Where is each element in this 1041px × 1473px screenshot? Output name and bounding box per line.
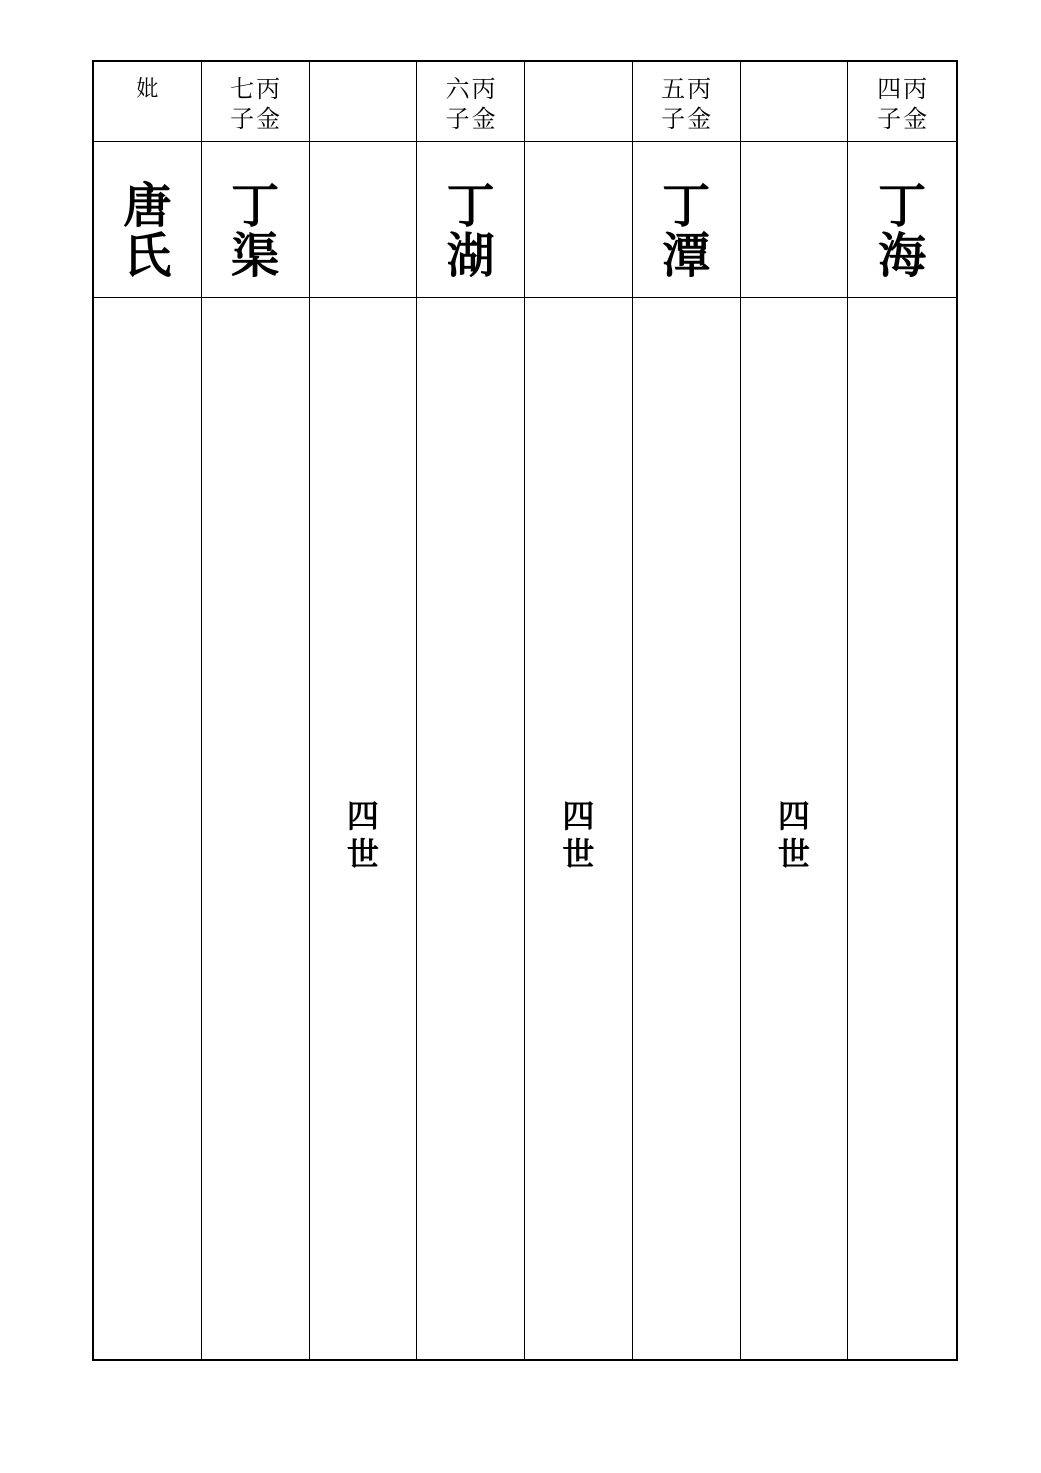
name-cell-8 — [848, 142, 956, 298]
generation-char: 四 — [562, 796, 595, 835]
header-cell-2 — [202, 62, 310, 142]
header-left-col — [877, 74, 901, 134]
header-char: 丙 — [256, 75, 281, 103]
name-cell-1 — [94, 142, 202, 298]
body-cell-5 — [525, 298, 633, 1359]
generation-char: 世 — [777, 834, 810, 873]
header-char: 子 — [230, 105, 255, 133]
name-char: 海 — [878, 227, 927, 284]
name-char: 丁 — [878, 177, 927, 234]
name-char: 唐 — [123, 177, 172, 234]
generation-char: 四 — [346, 796, 379, 835]
header-char: 子 — [877, 105, 902, 133]
header-left-col — [446, 74, 470, 134]
name-char: 渠 — [231, 227, 280, 284]
header-char: 五 — [661, 75, 686, 103]
body-cell-4 — [417, 298, 525, 1359]
name-cell-4 — [417, 142, 525, 298]
name-cell-2 — [202, 142, 310, 298]
header-cell-7 — [741, 62, 849, 142]
genealogy-table — [92, 60, 958, 1361]
header-char: 丙 — [687, 75, 712, 103]
header-right-col — [903, 74, 927, 134]
body-cell-8 — [848, 298, 956, 1359]
header-char: 金 — [687, 105, 712, 133]
header-cell-1 — [94, 62, 202, 142]
header-char: 六 — [445, 75, 470, 103]
generation-char: 世 — [346, 834, 379, 873]
name-cell-7 — [741, 142, 849, 298]
name-cell-6 — [633, 142, 741, 298]
header-char: 丙 — [471, 75, 496, 103]
header-right-col — [472, 74, 496, 134]
header-left-col — [661, 74, 685, 134]
header-char: 金 — [471, 105, 496, 133]
name-char: 氏 — [123, 227, 172, 284]
header-cell-3 — [310, 62, 418, 142]
generation-char: 世 — [562, 834, 595, 873]
header-char: 丙 — [903, 75, 928, 103]
name-char: 丁 — [231, 177, 280, 234]
header-char: 金 — [256, 105, 281, 133]
name-char: 丁 — [446, 177, 495, 234]
body-cell-7 — [741, 298, 849, 1359]
body-cell-6 — [633, 298, 741, 1359]
header-cell-8 — [848, 62, 956, 142]
header-char: 子 — [661, 105, 686, 133]
name-char: 潭 — [662, 227, 711, 284]
header-right-col — [256, 74, 280, 134]
body-cell-2 — [202, 298, 310, 1359]
header-char: 金 — [903, 105, 928, 133]
body-cell-1 — [94, 298, 202, 1359]
name-char: 丁 — [662, 177, 711, 234]
header-left-col — [230, 74, 254, 134]
name-char: 湖 — [446, 227, 495, 284]
name-cell-5 — [525, 142, 633, 298]
header-char: 七 — [230, 75, 255, 103]
generation-char: 四 — [777, 796, 810, 835]
header-cell-5 — [525, 62, 633, 142]
header-cell-4 — [417, 62, 525, 142]
header-char: 四 — [877, 75, 902, 103]
header-cell-6 — [633, 62, 741, 142]
header-text: 妣 — [136, 77, 159, 102]
body-cell-3 — [310, 298, 418, 1359]
header-right-col — [687, 74, 711, 134]
header-char: 子 — [445, 105, 470, 133]
name-cell-3 — [310, 142, 418, 298]
